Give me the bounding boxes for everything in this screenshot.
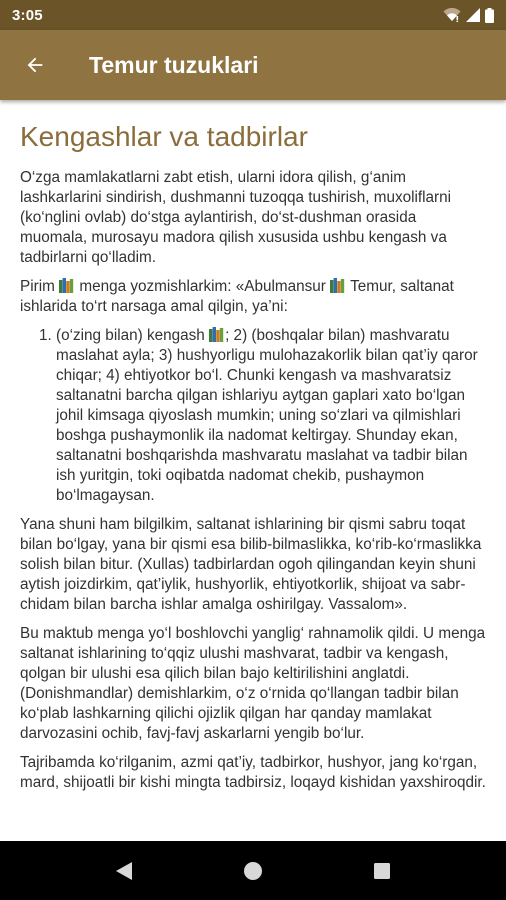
status-bar <box>0 0 506 30</box>
navigation-bar <box>0 841 506 900</box>
app-title: Temur tuzuklari <box>89 51 259 78</box>
paragraph-pirim <box>20 277 486 317</box>
nav-back-icon <box>114 860 134 882</box>
wifi-icon <box>443 8 461 22</box>
text-segment: Pirim <box>20 278 60 295</box>
status-time: 3:05 <box>12 6 43 24</box>
nav-home-icon <box>243 861 263 881</box>
back-button[interactable] <box>0 30 70 100</box>
paragraph: O‘zga mamlakatlarni zabt etish, ularni idora qilish, g‘anim lashkarlarini sindirish, dushmanni tuzoqqa tushirish, muxoliflarni (ko‘nglini ovlab) do‘stga aylantirish, do‘st-dushman orasida muomala, murosayu madora qilish xususida ushbu kengash va tadbirlarni qo‘lladim. <box>20 169 452 266</box>
battery-icon <box>485 8 494 23</box>
numbered-list <box>20 326 486 506</box>
paragraph: Yana shuni ham bilgilkim, saltanat ishlarining bir qismi sabru toqat bilan bo‘lgay, yana bir qismi esa bilib-bilmaslikka, ko‘rib-ko‘rmaslikka solish bilan bitur. (Xullas) tadbirlardan ogoh qilingandan keyin shuni aytish joizdirkim, qat’iylik, hushyorlik, ehtiyotkorlik, shijoat va sabr-chidam bilan barcha ishlar amalga oshirilgay. Vassalom». <box>20 516 482 613</box>
books-icon <box>59 278 75 293</box>
article-content <box>0 100 506 841</box>
nav-recents-icon <box>373 862 391 880</box>
books-icon <box>330 278 346 293</box>
text-segment: (o‘zing bilan) kengash <box>56 327 210 344</box>
signal-icon <box>466 8 480 22</box>
books-icon <box>209 327 225 342</box>
paragraph: Tajribamda ko‘rilganim, azmi qat’iy, tadbirkor, hushyor, jang ko‘rgan, mard, shijoatli bir kishi mingta tadbirsiz, loqayd kishidan yaxshiroqdir. <box>20 754 486 791</box>
back-arrow-icon <box>24 54 46 76</box>
nav-recents-button[interactable] <box>360 849 404 893</box>
text-segment: menga yozmishlarkim: «Abulmansur <box>75 278 331 295</box>
text-segment: Temur, saltanat ishlarida to‘rt narsaga amal qilgin, ya’ni: <box>20 278 454 315</box>
list-item <box>56 326 486 506</box>
nav-back-button[interactable] <box>102 849 146 893</box>
paragraph: Bu maktub menga yo‘l boshlovchi yanglig‘ rahnamolik qildi. U menga saltanat ishlarining to‘qqiz ulushi mashvarat, tadbir va kengash, qolgan bir ulushi esa qilich bilan bajo keltirilishini anglatdi. (Donishmandlar) demishlarkim, o‘z o‘rnida qo‘llangan tadbir bilan ko‘plab lashkarning qilichi ojizlik qilgan har qanday mamlakat darvozasini ochib, favj-favj askarlarni yengib bo‘lur. <box>20 625 486 742</box>
article-heading: Kengashlar va tadbirlar <box>20 121 308 152</box>
status-icons <box>443 8 494 23</box>
app-bar <box>0 30 506 100</box>
nav-home-button[interactable] <box>231 849 275 893</box>
text-segment: ; 2) (boshqalar bilan) mashvaratu maslahat ayla; 3) hushyorligu mulohazakorlik bilan qat’iy qaror chiqar; 4) ehtiyotkor bo‘l. Chunki kengash va mashvaratsiz saltanatni barcha qilgan ishlariyu aytgan gaplari xato bo‘lgan johil kimsaga qiyoslash mumkin; uning so‘zlari va qilmishlari boshga pushaymonlik ila nadomat keltirgay. Shunday ekan, saltanatni boshqarishda mashvaratu maslahat va tadbir bilan ish yuritgin, toki oqibatda nadomat chekib, pushaymon bo‘lmagaysan. <box>56 327 478 504</box>
